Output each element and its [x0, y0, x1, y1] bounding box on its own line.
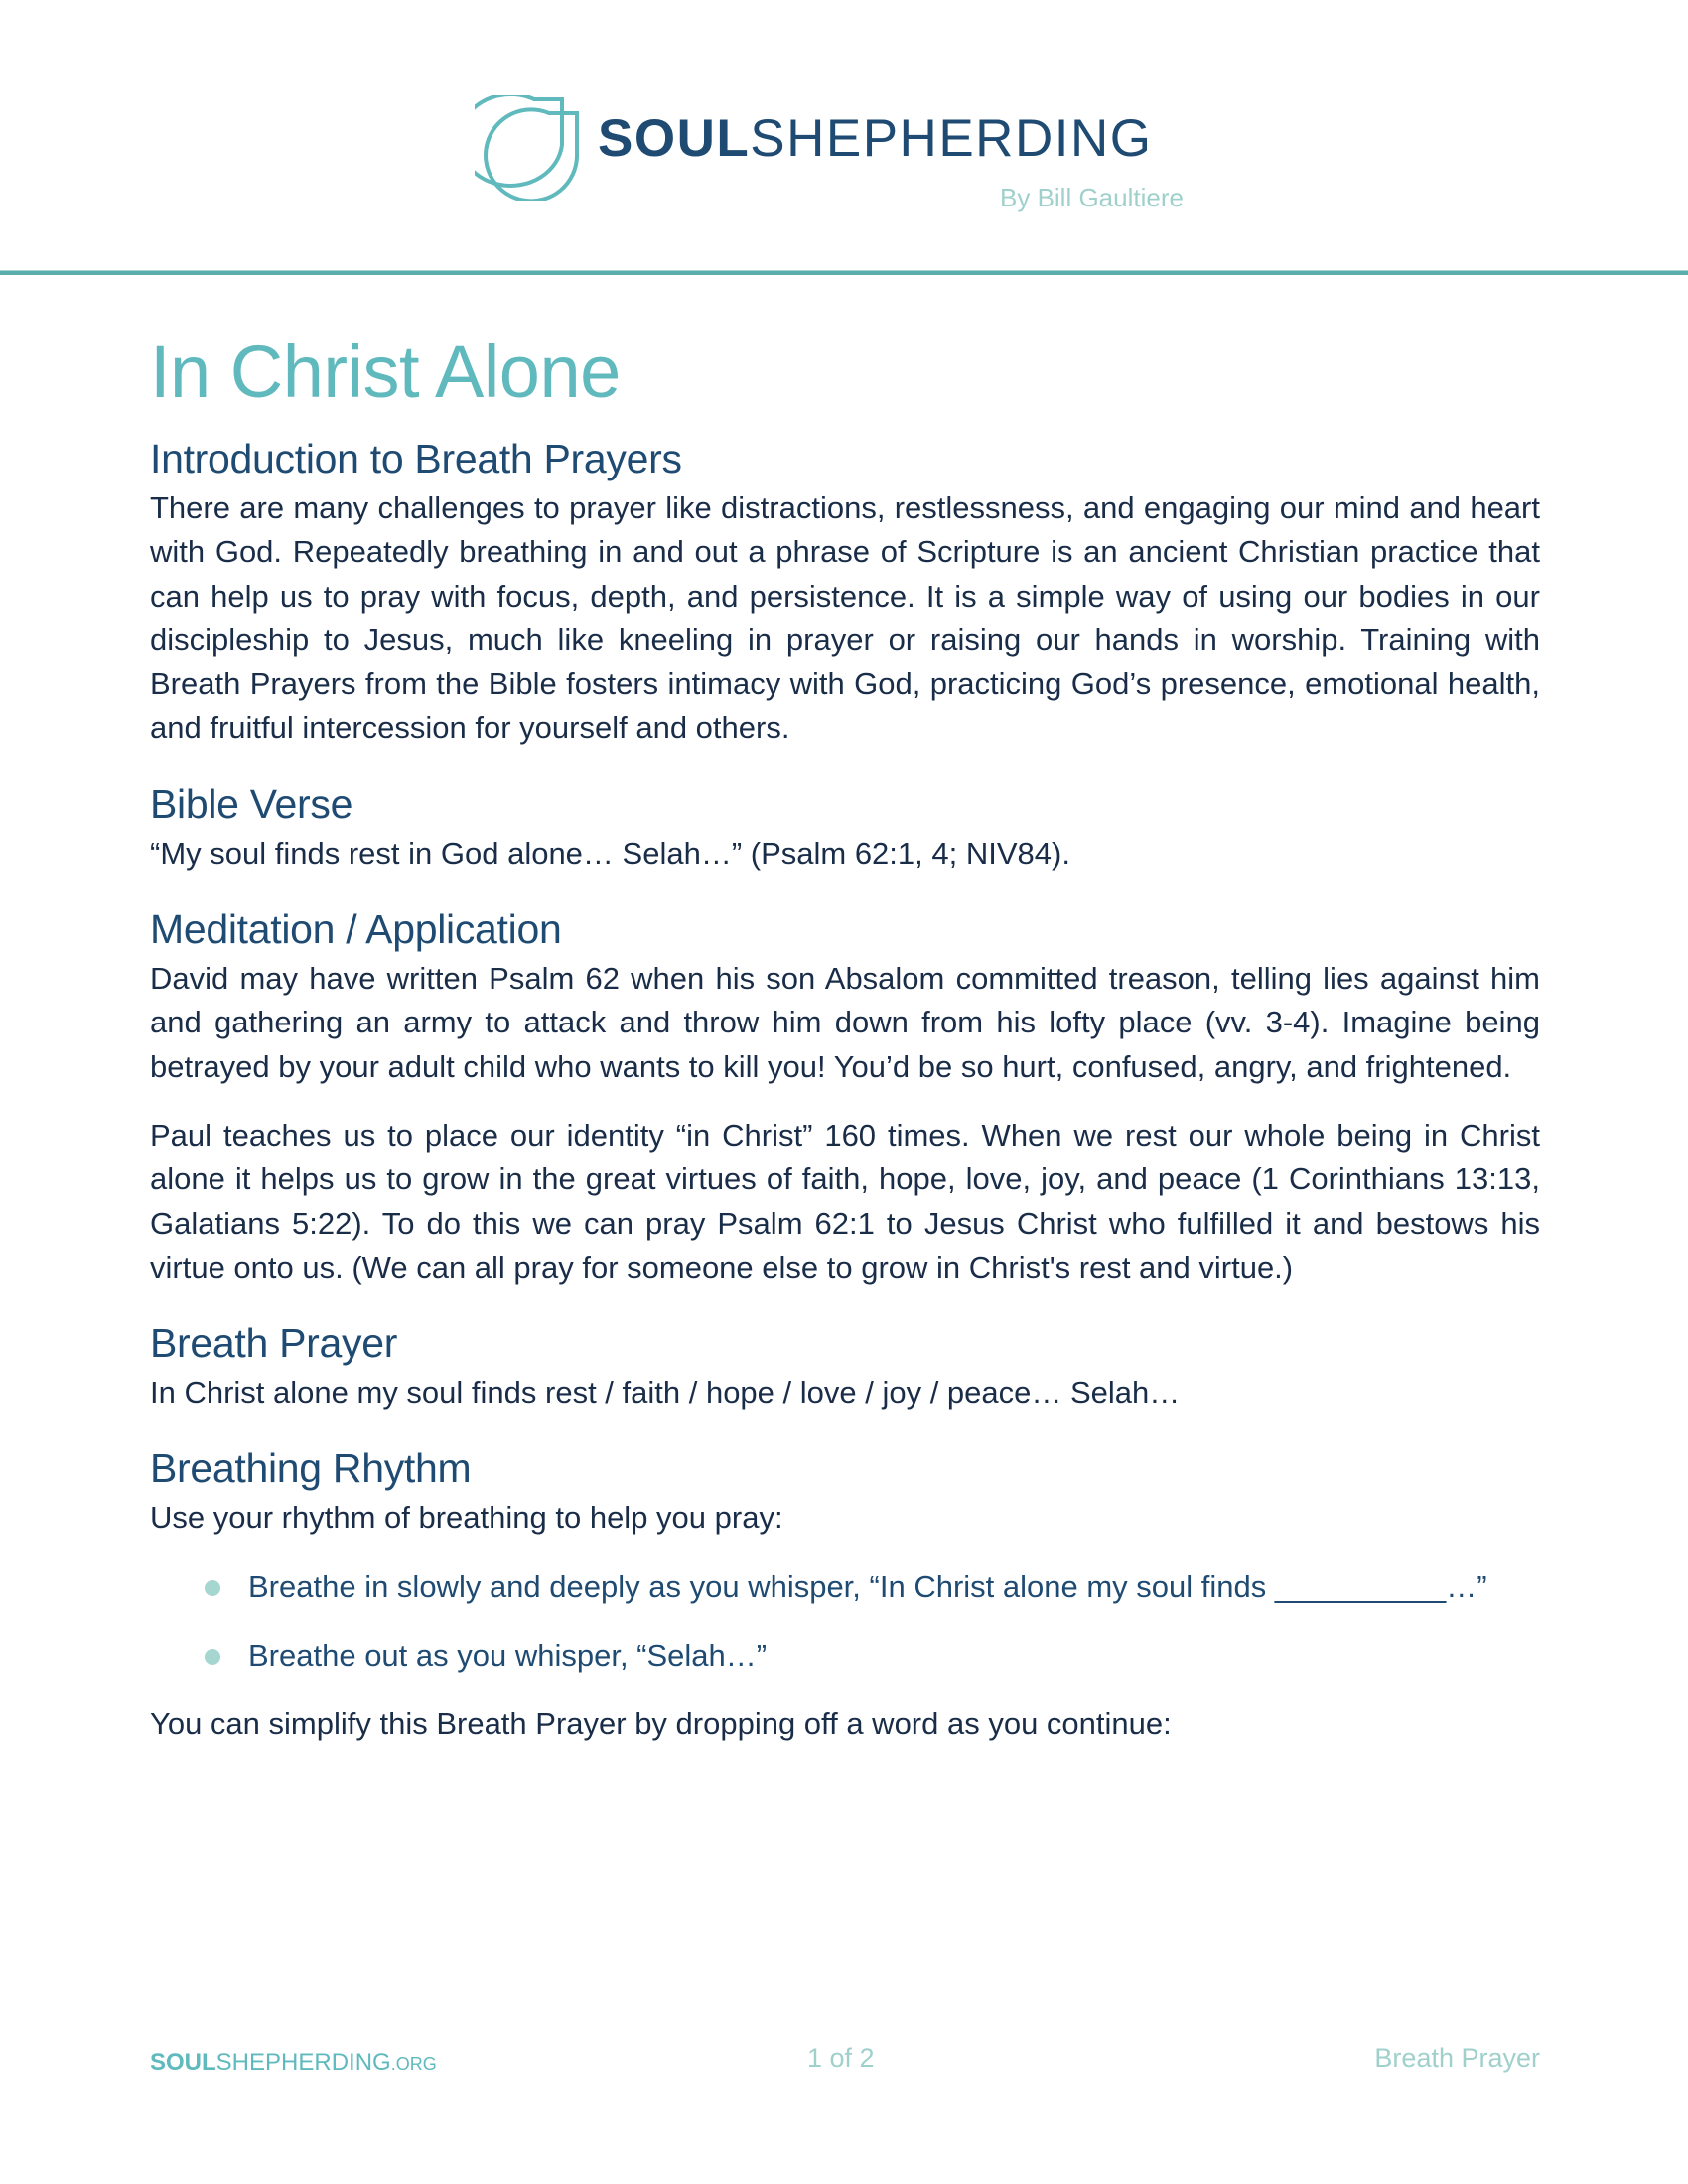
page-number: 1 of 2 [807, 2043, 875, 2073]
section-meditation [150, 901, 1540, 1290]
bible-verse-text: “My soul finds rest in God alone… Selah…” (Psalm 62:1, 4; NIV84). [150, 835, 1070, 871]
footer-site-bold: SOUL [150, 2049, 216, 2076]
footer-site-light: SHEPHERDING [215, 2049, 391, 2076]
bullet-dot-icon [205, 1580, 220, 1596]
footer-site-suffix: .ORG [390, 2054, 437, 2074]
list-item-text: Breathe out as you whisper, “Selah…” [248, 1638, 768, 1674]
byline: By Bill Gaultiere [1000, 183, 1184, 212]
section-breathing-rhythm [150, 1440, 1540, 1746]
section-paragraph: David may have written Psalm 62 when his son Absalom committed treason, telling lies against him and gathering an army to attack and throw him down from his lofty place (vv. 3-4). Imagine being betrayed by your adult child who wants to kill you! You’d be so hurt, confused, angry, and frightened. [150, 961, 1540, 1084]
list-item [150, 1634, 1540, 1678]
section-paragraph: There are many challenges to prayer like distractions, restlessness, and engaging our mind and heart with God. Repeatedly breathing in and out a phrase of Scripture is an ancient Christian practice that can help us to pray with focus, depth, and persistence. It is a simple way of using our bodies in our discipleship to Jesus, much like kneeling in prayer or raising our hands in worship. Training with Breath Prayers from the Bible fosters intimacy with God, practicing God’s presence, emotional health, and fruitful intercession for yourself and others. [150, 490, 1540, 746]
section-intro [150, 431, 1540, 751]
section-paragraph: Paul teaches us to place our identity “in Christ” 160 times. When we rest our whole being in Christ alone it helps us to grow in the great virtues of faith, hope, love, joy, and peace (1 Corinthians 13:13, Galatians 5:22). To do this we can pray Psalm 62:1 to Jesus Christ who fulfilled it and bestows his virtue onto us. (We can all pray for someone else to grow in Christ's rest and virtue.) [150, 1117, 1540, 1285]
section-heading: Meditation / Application [150, 906, 562, 953]
section-heading: Bible Verse [150, 780, 353, 827]
footer-doc-title: Breath Prayer [1374, 2043, 1540, 2073]
section-heading: Introduction to Breath Prayers [150, 436, 682, 481]
logo-wordmark-bold: SOUL [598, 109, 751, 168]
rhythm-closing: You can simplify this Breath Prayer by dropping off a word as you continue: [150, 1706, 1172, 1742]
logo [475, 95, 1229, 224]
footer-site-link[interactable] [150, 2049, 437, 2077]
section-breath-prayer [150, 1315, 1540, 1415]
section-heading: Breath Prayer [150, 1320, 398, 1367]
logo-wordmark [598, 109, 1152, 169]
list-item [150, 1566, 1540, 1609]
logo-wordmark-light: SHEPHERDING [750, 109, 1153, 168]
rhythm-steps-list [150, 1566, 1540, 1679]
section-bible-verse [150, 776, 1540, 876]
document-body [150, 328, 1540, 1747]
bullet-dot-icon [205, 1649, 220, 1665]
header-divider [0, 270, 1688, 275]
list-item-text: Breathe in slowly and deeply as you whisper, “In Christ alone my soul finds __________…” [248, 1569, 1487, 1604]
rhythm-intro: Use your rhythm of breathing to help you pray: [150, 1500, 783, 1536]
page-footer [150, 2043, 1540, 2083]
section-heading: Breathing Rhythm [150, 1445, 472, 1492]
page-title: In Christ Alone [150, 331, 621, 413]
breath-prayer-text: In Christ alone my soul finds rest / faith / hope / love / joy / peace… Selah… [150, 1375, 1181, 1411]
soul-shepherding-logo-icon [475, 95, 590, 201]
